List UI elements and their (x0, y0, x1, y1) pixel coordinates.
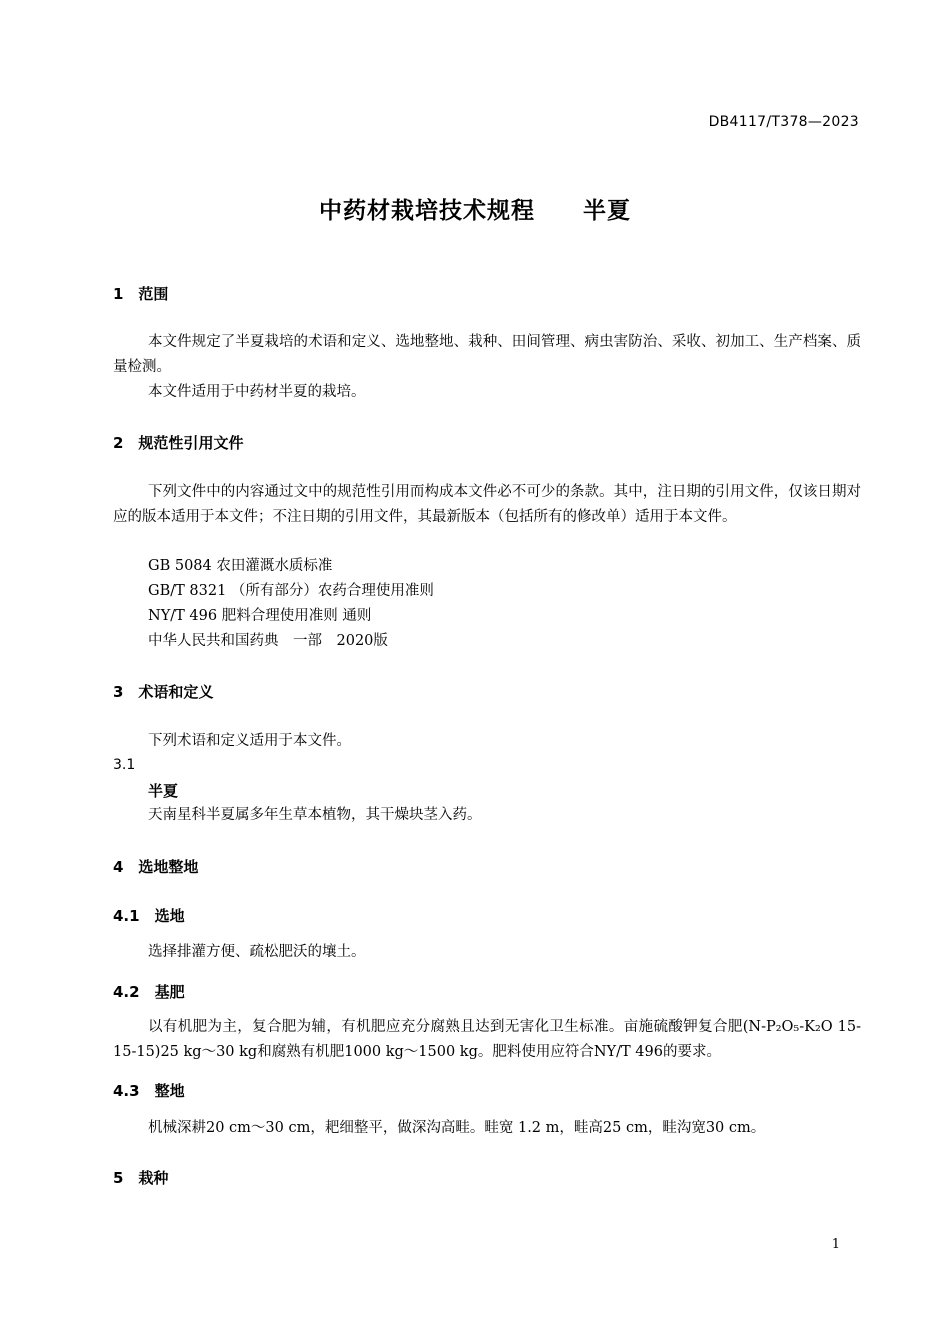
section-heading-terms: 3 术语和定义 (113, 683, 214, 701)
page-number: 1 (831, 1237, 840, 1252)
subsection-heading-land-preparation: 4.3 整地 (113, 1082, 185, 1100)
site-selection-text: 选择排灌方便、疏松肥沃的壤土。 (148, 944, 366, 960)
subsection-heading-base-fertilizer: 4.2 基肥 (113, 983, 185, 1001)
scope-paragraph-1: 本文件规定了半夏栽培的术语和定义、选地整地、栽种、田间管理、病虫害防治、采收、初加工、生产档案、质量检测。 (113, 334, 861, 375)
section-heading-scope: 1 范围 (113, 285, 169, 303)
term-number: 3.1 (113, 757, 136, 773)
references-intro-paragraph: 下列文件中的内容通过文中的规范性引用而构成本文件必不可少的条款。其中，注日期的引用文件，仅该日期对应的版本适用于本文件；不注日期的引用文件，其最新版本（包括所有的修改单）适用于本文件。 (113, 484, 861, 525)
land-preparation-text: 机械深耕20 cm～30 cm，耙细整平，做深沟高畦。畦宽 1.2 m，畦高25 cm，畦沟宽30 cm。 (148, 1120, 766, 1136)
term-name: 半夏 (148, 782, 179, 800)
terms-intro: 下列术语和定义适用于本文件。 (148, 733, 351, 749)
section-heading-site-preparation: 4 选地整地 (113, 858, 199, 876)
reference-item: GB/T 8321 （所有部分）农药合理使用准则 (148, 583, 434, 599)
base-fertilizer-text: 以有机肥为主，复合肥为辅，有机肥应充分腐熟且达到无害化卫生标准。亩施硫酸钾复合肥(N-P₂O₅-K₂O 15-15-15)25 kg～30 kg和腐熟有机肥1000 kg～1500 kg。肥料使用应符合NY/T 496的要求。 (113, 1019, 861, 1060)
reference-item: GB 5084 农田灌溉水质标准 (148, 558, 333, 574)
subsection-heading-site-selection: 4.1 选地 (113, 907, 185, 925)
document-title: 中药材栽培技术规程 半夏 (319, 198, 631, 224)
document-code: DB4117/T378—2023 (708, 114, 859, 130)
reference-item: 中华人民共和国药典 一部 2020版 (148, 633, 388, 649)
section-heading-planting: 5 栽种 (113, 1169, 169, 1187)
scope-paragraph-2: 本文件适用于中药材半夏的栽培。 (148, 384, 366, 400)
term-definition: 天南星科半夏属多年生草本植物，其干燥块茎入药。 (148, 807, 482, 823)
section-heading-normative-references: 2 规范性引用文件 (113, 434, 244, 452)
reference-item: NY/T 496 肥料合理使用准则 通则 (148, 608, 372, 624)
